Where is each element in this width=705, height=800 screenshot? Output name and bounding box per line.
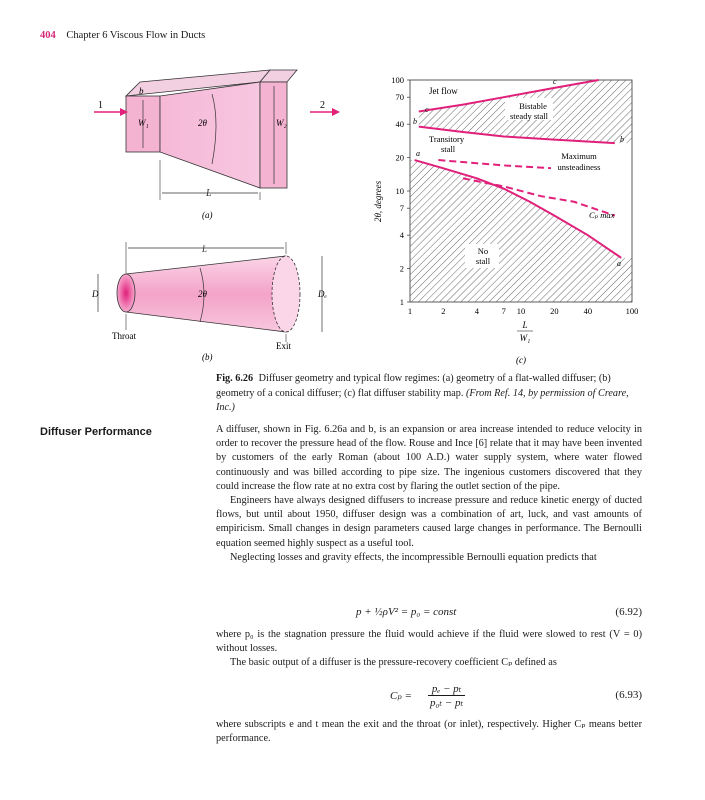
throat-ellipse (117, 274, 135, 312)
y-tick-label: 7 (399, 203, 404, 214)
station-1-label: 1 (98, 100, 103, 111)
curve-letter-b-start: b (413, 117, 417, 126)
body-text (216, 423, 642, 565)
curve-letter-a-end: a (617, 259, 621, 268)
station-2-label: 2 (320, 100, 325, 111)
x-tick-label: 100 (625, 306, 639, 316)
angle-label: 2θ (198, 289, 207, 299)
exit-ellipse (272, 256, 300, 332)
paragraph-3: Neglecting losses and gravity effects, the incompressible Bernoulli equation predicts that (230, 551, 597, 563)
figure-b-conical-diffuser (90, 238, 350, 363)
bistable-label-1: Bistable (519, 101, 547, 111)
x-tick-label: 2 (441, 306, 446, 316)
x-axis-label-den: W₁ (519, 333, 531, 343)
figure-caption (216, 372, 641, 416)
body-text-2 (216, 628, 642, 671)
y-tick-label: 4 (399, 230, 404, 241)
eq-692-number: (6.92) (615, 606, 642, 618)
transitory-label-1: Transitory (429, 134, 465, 144)
panel-c-label: (c) (516, 355, 526, 365)
d-label: D (92, 289, 99, 299)
caption-text: Diffuser geometry and typical flow regimes: (a) geometry of a flat-walled diffuser; (b) geometry of a conical diffuser; (c) flat diffuser stability map. (216, 373, 611, 399)
paragraph-4: where p₀ is the stagnation pressure the fluid would achieve if the fluid were slowed to rest (V = 0) without losses. (216, 629, 642, 655)
figure-c-stability-map (365, 72, 645, 368)
max-unsteady-label-1: Maximum (561, 151, 597, 161)
y-tick-label: 40 (395, 119, 404, 130)
y-tick-label: 2 (399, 263, 404, 274)
eq-693-numerator: pₑ − pₜ (428, 682, 465, 696)
x-tick-label: 4 (474, 306, 479, 316)
y-tick-label: 70 (395, 92, 404, 103)
panel-a-label: (a) (202, 210, 213, 220)
y-tick-label: 100 (391, 75, 404, 85)
l-label: L (206, 188, 212, 199)
max-unsteady-label-2: unsteadiness (557, 162, 601, 172)
no-stall-label-1: No (477, 246, 489, 256)
eq-693-fraction (428, 682, 465, 709)
curve-letter-c-start: c (425, 105, 429, 114)
cp-max-label: Cₚ max (589, 210, 615, 220)
y-tick-label: 10 (395, 186, 404, 196)
eq-693-lhs: Cₚ = (390, 690, 412, 702)
paragraph-6: where subscripts e and t mean the exit and the throat (or inlet), respectively. Higher Cₚ means better performance. (216, 719, 642, 745)
depth-b-label: b (139, 86, 144, 96)
eq-693-number: (6.93) (615, 689, 642, 701)
x-tick-label: 10 (516, 306, 526, 316)
w2-label: W₂ (276, 118, 287, 128)
x-tick-label: 7 (501, 306, 506, 316)
throat-label: Throat (112, 331, 136, 341)
transitory-label-2: stall (441, 144, 456, 154)
y-tick-label: 20 (395, 152, 404, 163)
curve-letter-a-start: a (416, 149, 420, 158)
exit-label: Exit (276, 341, 291, 351)
curve-letter-b-end: b (620, 135, 624, 144)
section-title: Diffuser Performance (40, 426, 152, 438)
caption-fig-number: Fig. 6.26 (216, 373, 254, 384)
paragraph-1: A diffuser, shown in Fig. 6.26a and b, is an expansion or area increase intended to reduce velocity in order to recover the pressure head of the flow. Rouse and Ince [6] relate that it may have been invented by customers of the early Roman (about 100 A.D.) water supply system, where water flowed continuously and was billed according to pipe size. The ingenious customers discovered that they could increase the flow rate at no extra cost by flaring the outlet section of the pipe. (216, 424, 642, 492)
chapter-title: Chapter 6 Viscous Flow in Ducts (66, 30, 206, 41)
x-axis-label-num: L (522, 320, 528, 330)
x-tick-label: 40 (583, 306, 593, 316)
x-tick-label: 20 (550, 306, 559, 316)
y-axis-label: 2θ, degrees (373, 180, 383, 222)
curve-letter-c-end: c (553, 77, 557, 86)
equation-6-93 (216, 682, 642, 712)
angle-label: 2θ (198, 118, 207, 128)
bistable-label-2: steady stall (509, 111, 549, 121)
panel-b-label: (b) (202, 352, 213, 362)
eq-692-body: p + ½ρV² = p₀ = const (356, 606, 457, 618)
figure-a-flat-diffuser (90, 60, 350, 230)
page-number: 404 (40, 30, 56, 41)
no-stall-label-2: stall (475, 256, 491, 266)
l-label: L (202, 244, 208, 254)
de-label: Dₑ (318, 289, 327, 299)
running-header (40, 30, 205, 41)
outlet-section (260, 82, 287, 188)
caption-source: (From Ref. 14, by permission of Creare, Inc.) (216, 387, 629, 414)
paragraph-5: The basic output of a diffuser is the pressure-recovery coefficient Cₚ defined as (230, 657, 557, 669)
y-tick-label: 1 (399, 297, 404, 307)
paragraph-2: Engineers have always designed diffusers to increase pressure and reduce kinetic energy of ducted flows, but until about 1950, diffuser design was a combination of art, luck, and vast amounts of empiricism. Small changes in design parameters caused large changes in performance. The Bernoulli equation seemed highly suspect as a useful tool. (216, 495, 642, 549)
body-text-3 (216, 718, 642, 746)
outflow-arrowhead (332, 108, 340, 116)
w1-label: W₁ (138, 118, 149, 128)
diverging-section (160, 82, 260, 188)
eq-693-denominator: p₀ₜ − pₜ (430, 697, 464, 709)
x-tick-label: 1 (407, 306, 413, 316)
jet-flow-label: Jet flow (429, 86, 458, 96)
